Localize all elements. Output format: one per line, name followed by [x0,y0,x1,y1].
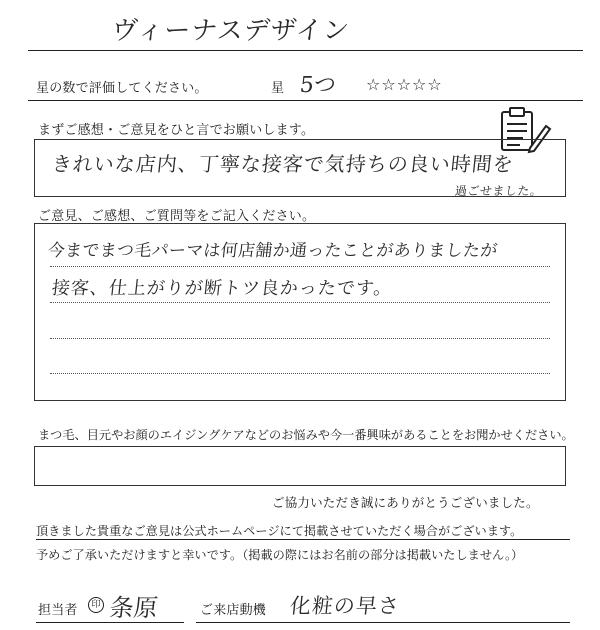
opinions-prompt: ご意見、ご感想、ご質問等をご記入ください。 [38,209,316,224]
thanks-text: ご協力いただき誠にありがとうございました。 [272,495,539,510]
concerns-box [34,446,566,486]
rating-stars: ☆☆☆☆☆ [366,75,443,94]
rating-prompt: 星の数で評価してください。 [36,81,208,96]
notice-line2: 予めご了承いただけますと幸いです。（掲載の際にはお名前の部分は掲載いたしません。） [36,548,524,562]
impression-answer-line2: 過ごせました。 [454,184,544,198]
opinions-ruled-line [50,266,550,267]
impression-prompt: まずご感想・ご意見をひと言でお願いします。 [38,123,315,138]
rating-underline [28,100,583,101]
motive-underline [196,622,570,623]
impression-answer-line1: きれいな店内、丁寧な接客で気持ちの良い時間を [50,152,516,176]
motive-value: 化粧の早さ [288,594,402,618]
star-label: 星 [271,81,285,96]
staff-underline [36,622,184,623]
opinions-ruled-line [50,338,550,339]
opinions-answer-line2: 接客、仕上がりが断トツ良かったです。 [50,278,394,299]
header-underline [28,50,583,51]
opinions-answer-line1: 今までまつ毛パーマは何店舗か通ったことがありましたが [46,241,499,261]
opinions-ruled-line [50,373,550,374]
staff-label: 担当者 [38,603,78,618]
motive-label: ご来店動機 [200,603,267,618]
concerns-prompt: まつ毛、目元やお顔のエイジングケアなどのお悩みや今一番興味があることをお聞かせください。 [38,428,574,442]
rating-value: 5つ [298,73,338,98]
notice-line1: 頂きました貴重なご意見は公式ホームページにて掲載させていただく場合がございます。 [36,524,523,538]
stamp-text: 印 [91,600,101,610]
staff-name: 条原 [108,594,160,622]
opinions-ruled-line [50,302,550,303]
notice-underline [36,539,570,540]
stamp-mark [88,597,104,613]
salon-name: ヴィーナスデザイン [110,16,352,46]
